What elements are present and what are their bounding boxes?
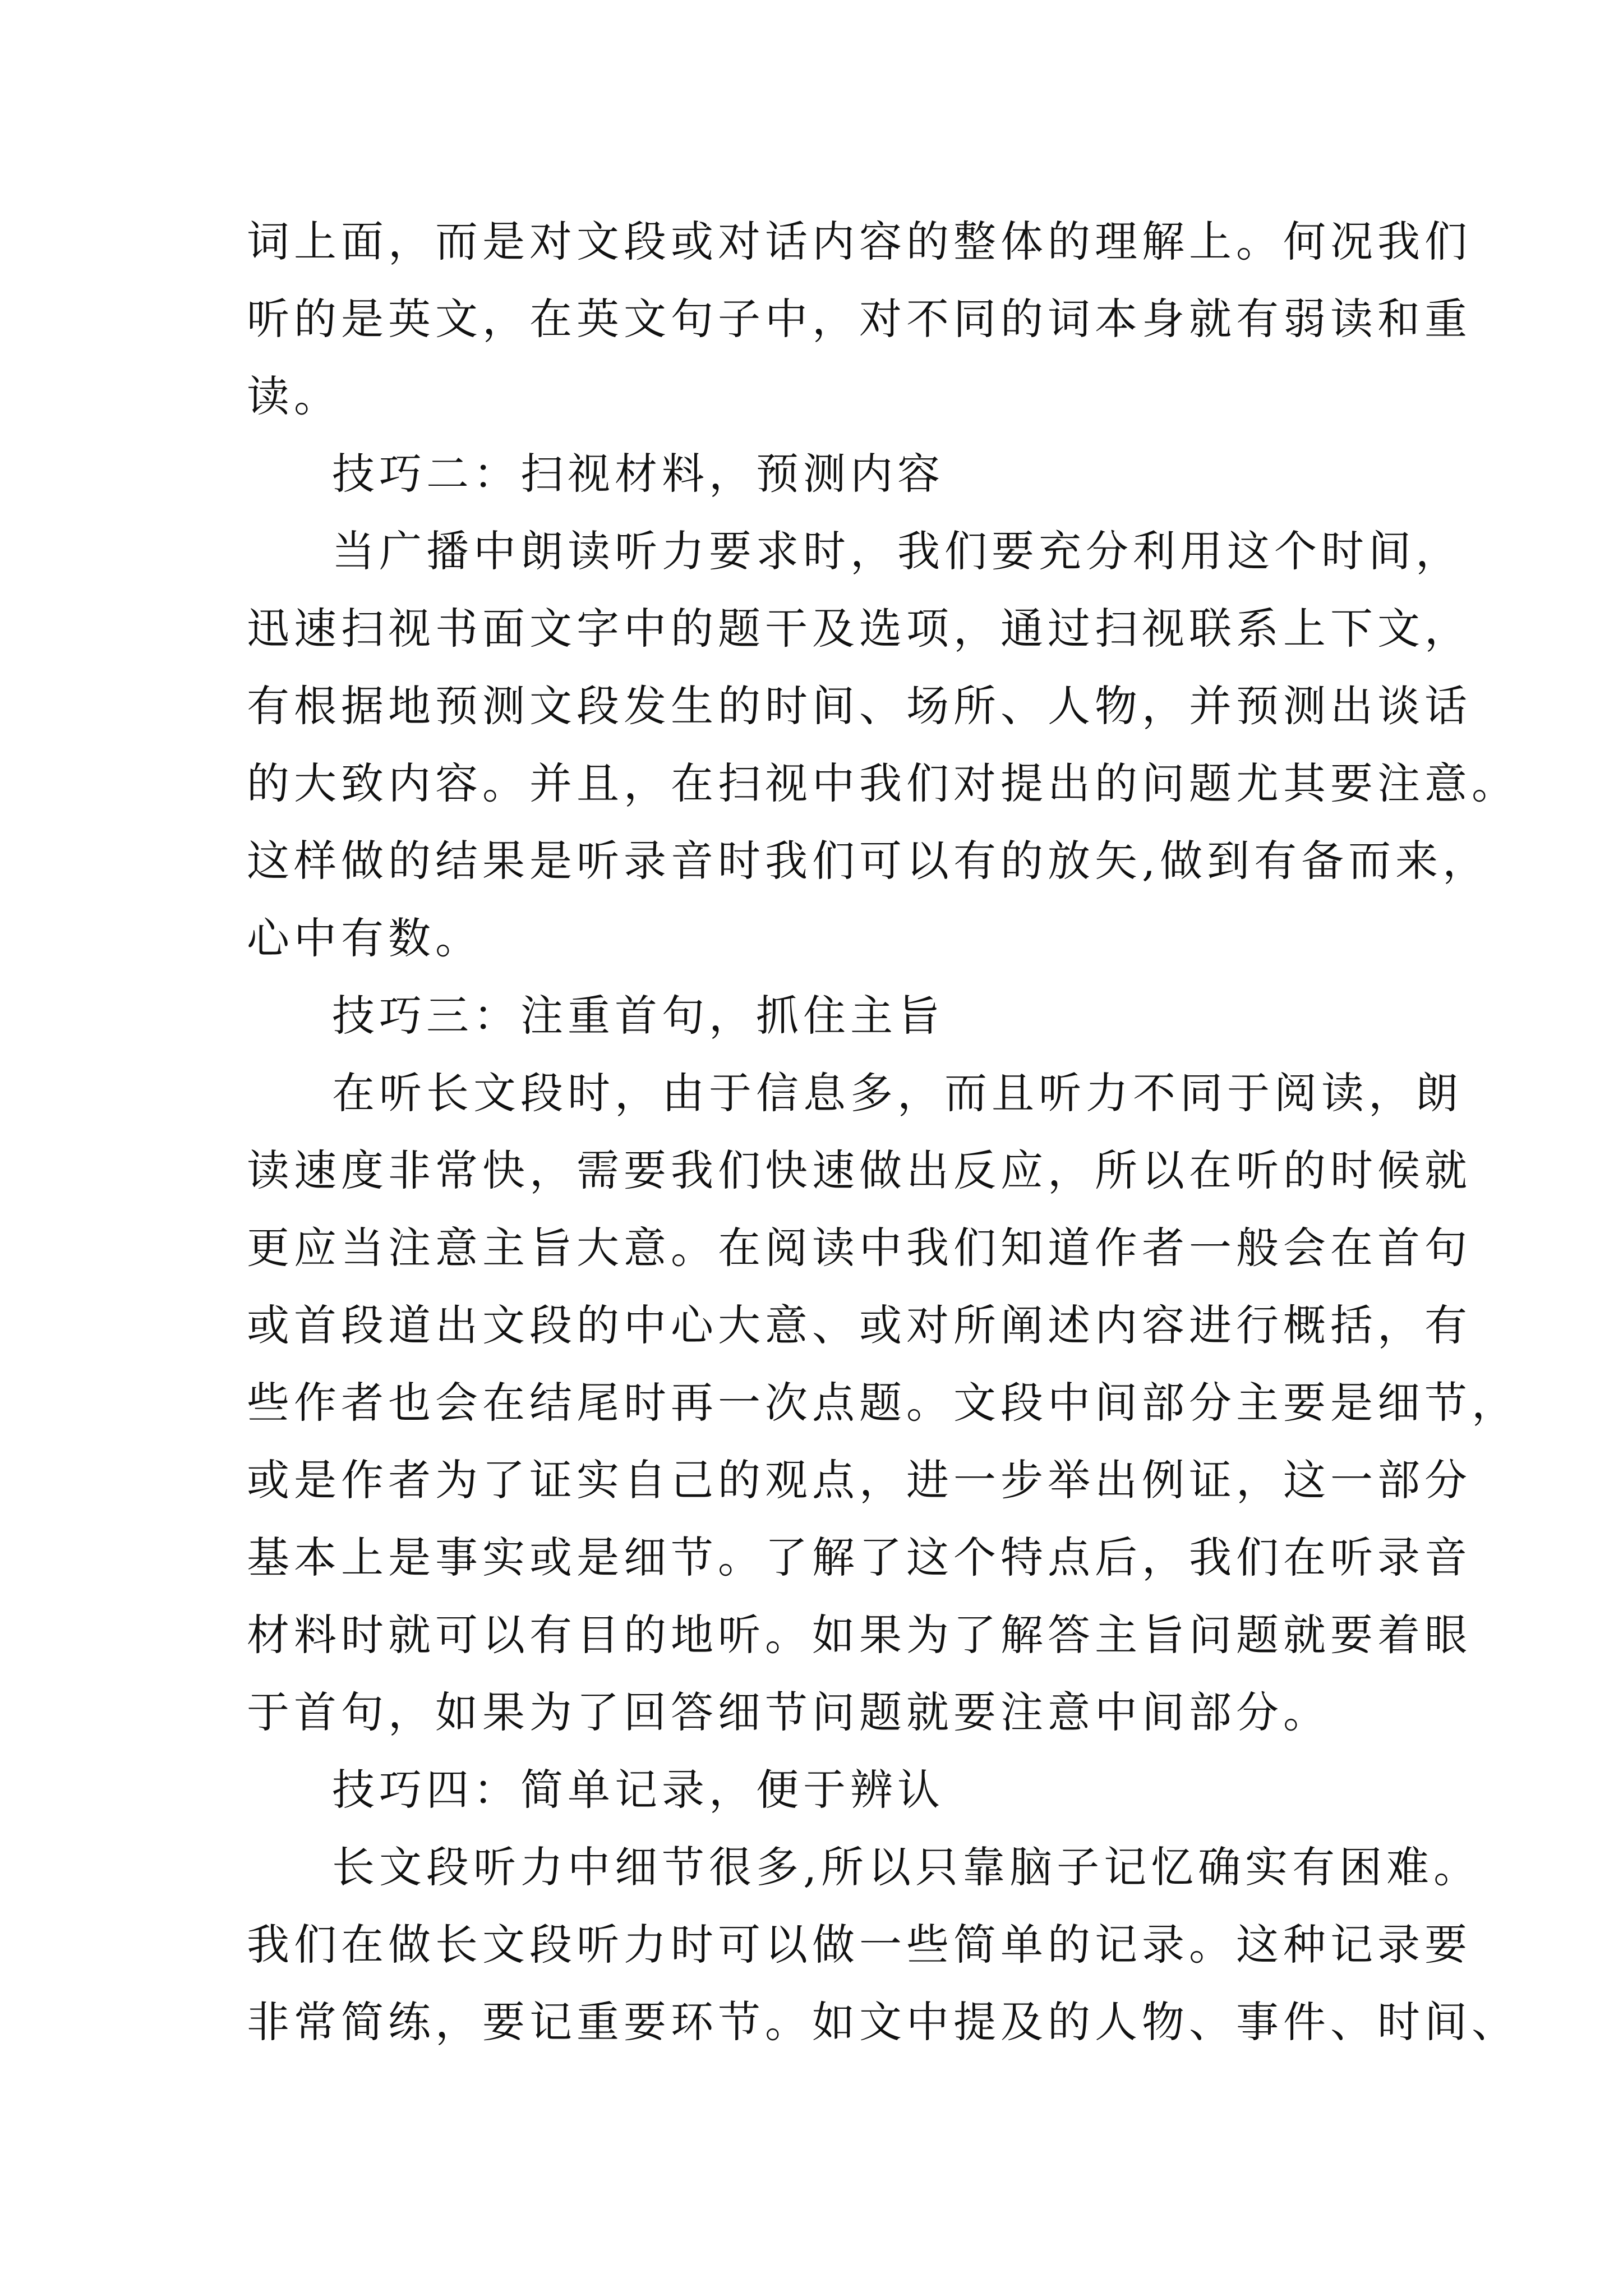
paragraph-continuation (247, 203, 1472, 435)
text-line: 或首段道出文段的中心大意、或对所阐述内容进行概括，有 (247, 1300, 1472, 1350)
heading-text: 技巧二：扫视材料，预测内容 (332, 449, 944, 499)
text-line: 更应当注意主旨大意。在阅读中我们知道作者一般会在首句 (247, 1223, 1472, 1273)
section-heading-tip-4 (247, 1751, 1391, 1829)
text-line: 长文段听力中细节很多,所以只靠脑子记忆确实有困难。 (332, 1842, 1481, 1892)
text-line: 迅速扫视书面文字中的题干及选项，通过扫视联系上下文， (247, 604, 1472, 654)
text-line: 基本上是事实或是细节。了解了这个特点后，我们在听录音 (247, 1533, 1472, 1582)
text-line: 当广播中朗读听力要求时，我们要充分利用这个时间， (332, 526, 1463, 576)
text-line: 读。 (247, 371, 341, 421)
text-line: 的大致内容。并且，在扫视中我们对提出的问题尤其要注意。 (247, 758, 1519, 808)
heading-text: 技巧四：简单记录，便于辨认 (332, 1765, 944, 1815)
text-line: 词上面，而是对文段或对话内容的整体的理解上。何况我们 (247, 217, 1472, 266)
text-line: 听的是英文，在英文句子中，对不同的词本身就有弱读和重 (247, 294, 1472, 344)
heading-text: 技巧三：注重首句，抓住主旨 (332, 991, 944, 1041)
paragraph-tip-2 (247, 513, 1519, 977)
text-line: 材料时就可以有目的地听。如果为了解答主旨问题就要着眼 (247, 1610, 1472, 1660)
document-body (247, 203, 1519, 2061)
section-heading-tip-2 (247, 435, 1391, 513)
text-line: 心中有数。 (247, 913, 482, 963)
text-line: 于首句，如果为了回答细节问题就要注意中间部分。 (247, 1687, 1330, 1737)
paragraph-tip-3 (247, 1055, 1519, 1751)
paragraph-tip-4 (247, 1829, 1519, 2061)
text-line: 我们在做长文段听力时可以做一些简单的记录。这种记录要 (247, 1920, 1472, 1970)
text-line: 这样做的结果是听录音时我们可以有的放矢,做到有备而来， (247, 836, 1490, 886)
text-line: 在听长文段时，由于信息多，而且听力不同于阅读，朗 (332, 1068, 1463, 1118)
section-heading-tip-3 (247, 977, 1391, 1055)
text-line: 或是作者为了证实自己的观点，进一步举出例证，这一部分 (247, 1455, 1472, 1505)
text-line: 有根据地预测文段发生的时间、场所、人物，并预测出谈话 (247, 681, 1472, 731)
text-line: 非常简练，要记重要环节。如文中提及的人物、事件、时间、 (247, 1997, 1519, 2047)
text-line: 读速度非常快，需要我们快速做出反应，所以在听的时候就 (247, 1145, 1472, 1195)
text-line: 些作者也会在结尾时再一次点题。文段中间部分主要是细节， (247, 1378, 1519, 1428)
